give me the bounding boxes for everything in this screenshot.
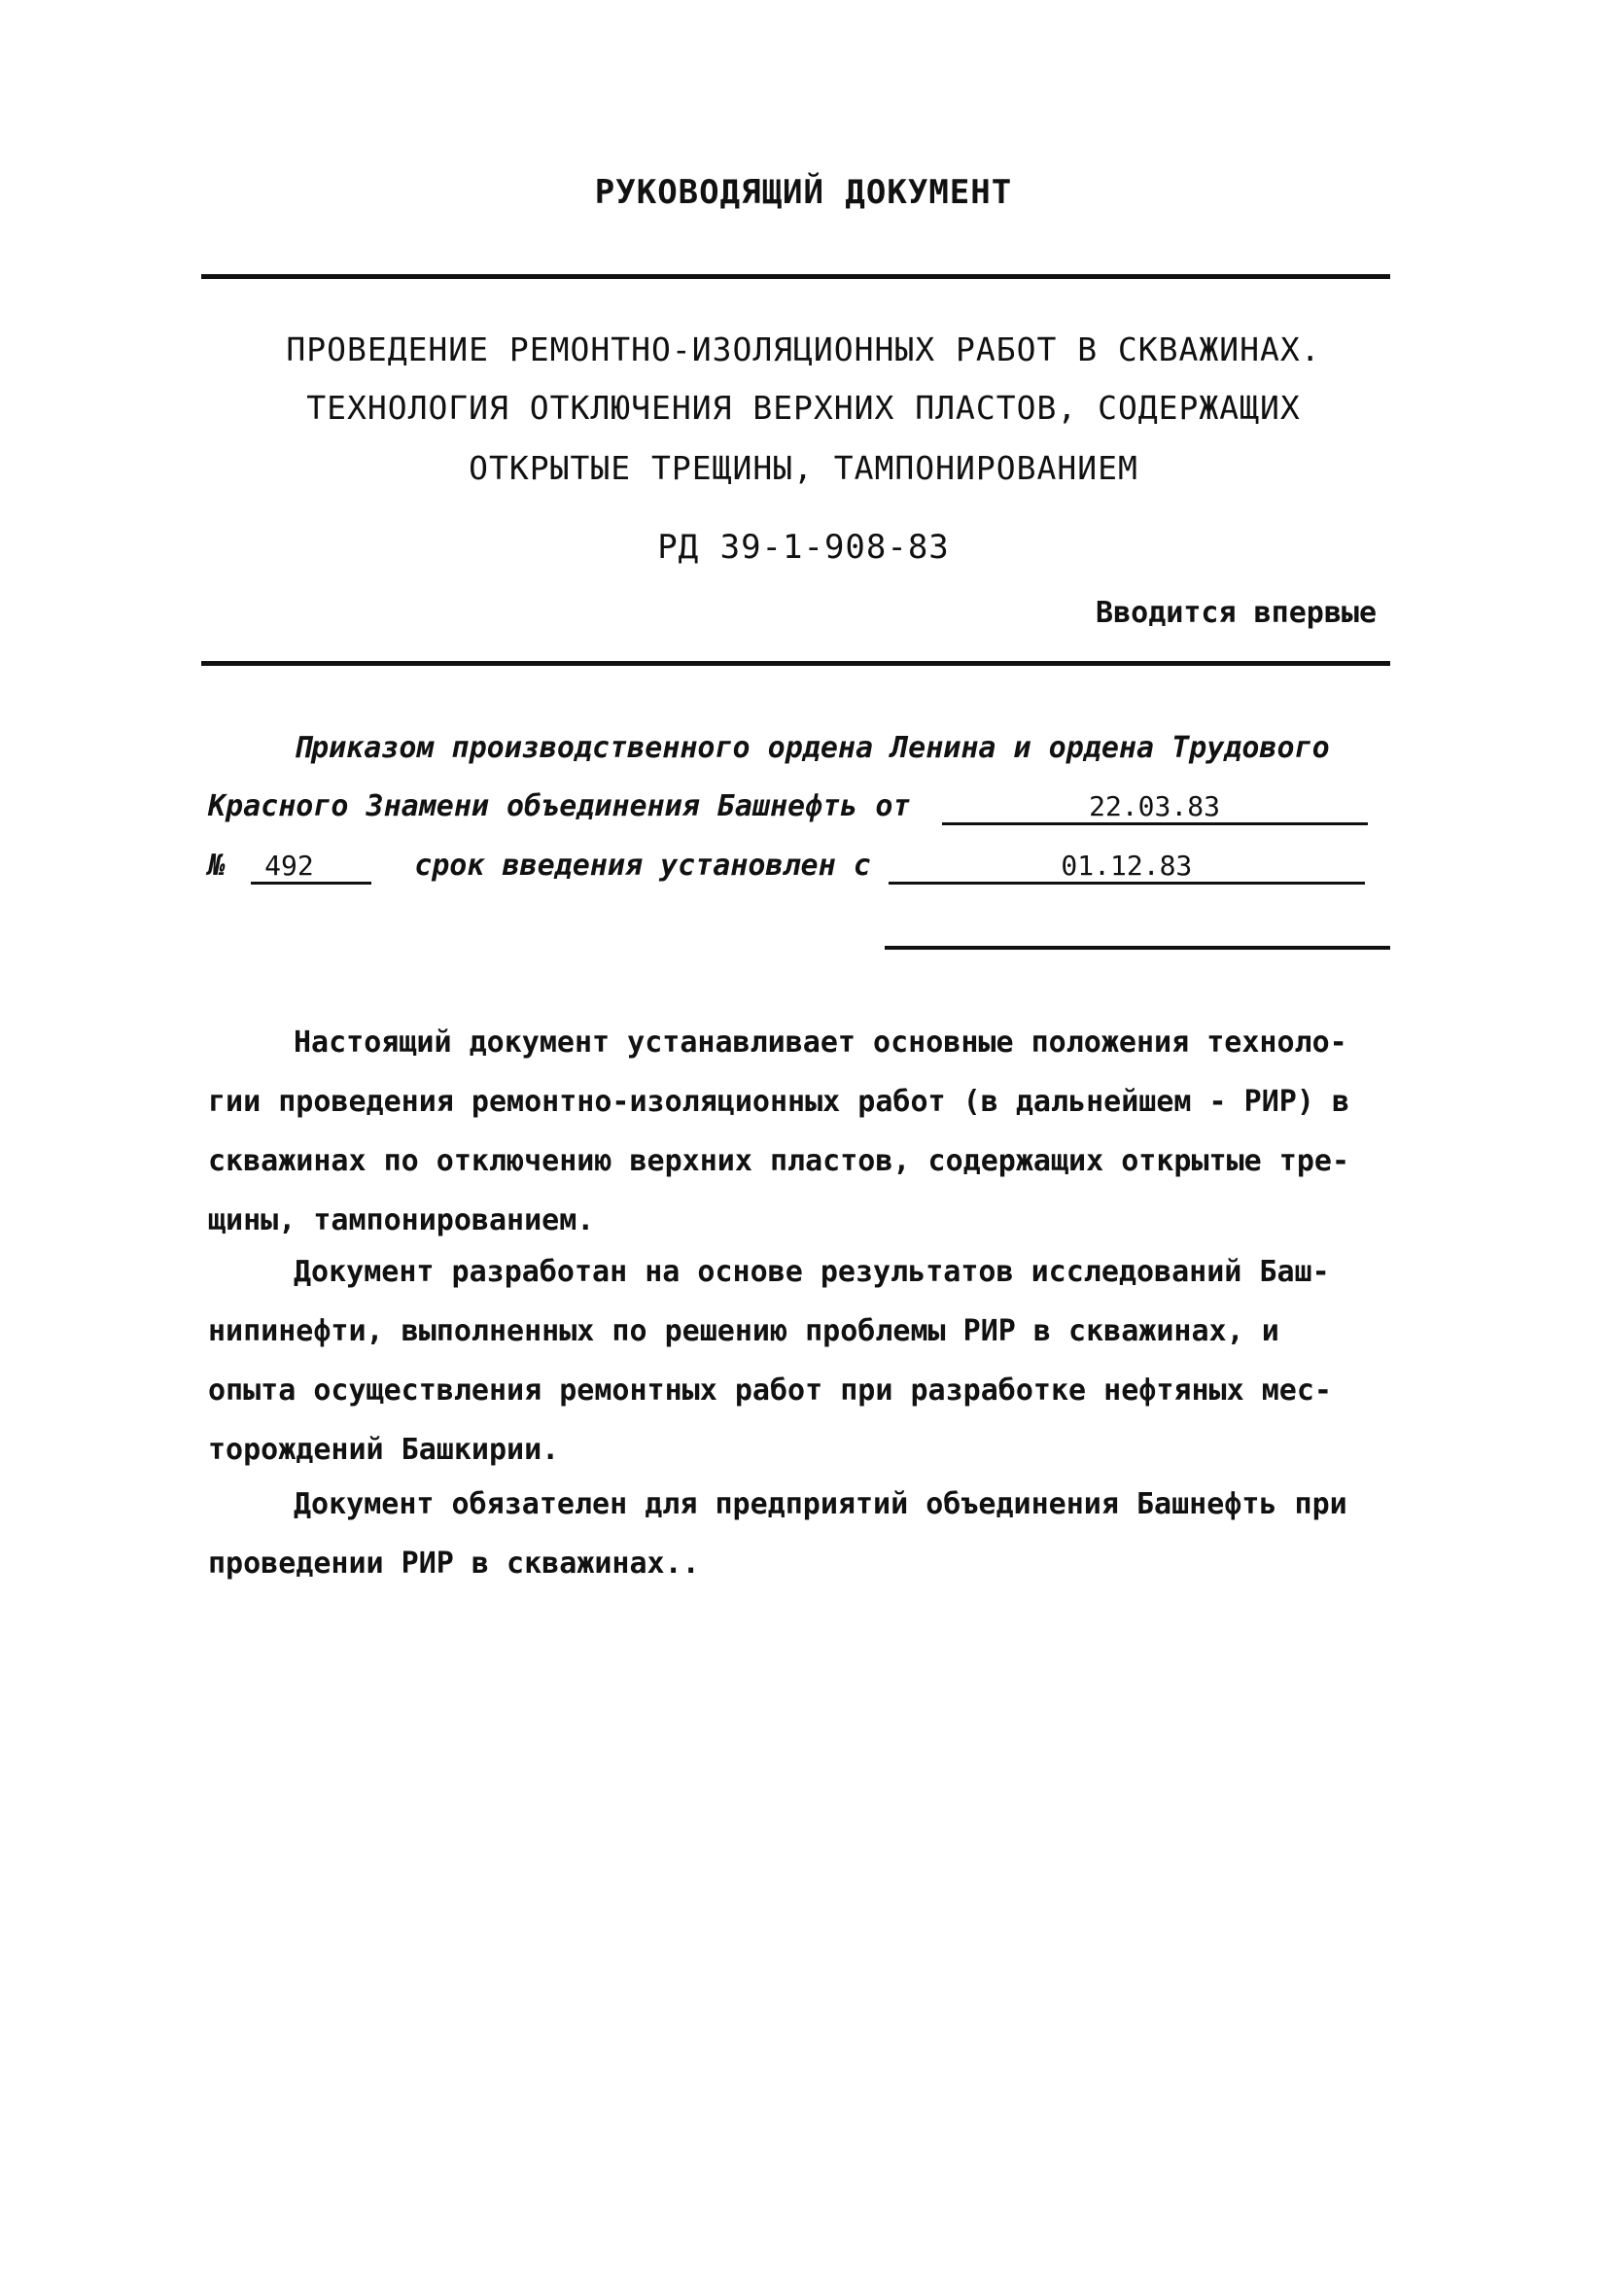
title-line-3: ОТКРЫТЫЕ ТРЕЩИНЫ, ТАМПОНИРОВАНИЕМ (469, 449, 1138, 487)
blank-signature-line (885, 946, 1390, 950)
order-date-field: 22.03.83 (942, 790, 1368, 825)
order-number-field: 492 (251, 850, 371, 885)
order-line-2-text: Красного Знамени объединения Башнефть от (208, 789, 911, 823)
paragraph-line: Настоящий документ устанавливает основные положения техноло- (294, 1026, 1347, 1060)
paragraph-2 (208, 1242, 1406, 1479)
paragraph-1 (208, 1013, 1406, 1250)
paragraph-line: опыта осуществления ремонтных работ при разработке нефтяных мес- (208, 1374, 1332, 1408)
paragraph-line: гии проведения ремонтно-изоляционных работ (в дальнейшем - РИР) в (208, 1085, 1349, 1119)
document-type-heading: РУКОВОДЯЩИЙ ДОКУМЕНТ (594, 173, 1013, 212)
middle-divider (201, 661, 1390, 666)
introduction-status: Вводится впервые (1096, 596, 1377, 630)
title-line-1: ПРОВЕДЕНИЕ РЕМОНТНО-ИЗОЛЯЦИОННЫХ РАБОТ В СКВАЖИНАХ. (286, 330, 1321, 368)
order-line-3 (208, 849, 1365, 885)
top-divider (201, 274, 1390, 279)
order-line-2 (208, 789, 1368, 825)
paragraph-line: щины, тампонированием. (208, 1203, 595, 1237)
number-sign: № (208, 849, 227, 883)
order-line-1: Приказом производственного ордена Ленина и ордена Трудового (294, 731, 1330, 765)
paragraph-line: скважинах по отключению верхних пластов, содержащих открытые тре- (208, 1144, 1349, 1178)
paragraph-line: торождений Башкирии. (208, 1433, 560, 1467)
paragraph-line: Документ разработан на основе результатов исследований Баш- (294, 1255, 1330, 1289)
effective-date-field: 01.12.83 (889, 850, 1365, 885)
paragraph-line: проведении РИР в скважинах.. (208, 1547, 700, 1581)
title-line-2: ТЕХНОЛОГИЯ ОТКЛЮЧЕНИЯ ВЕРХНИХ ПЛАСТОВ, СОДЕРЖАЩИХ (306, 389, 1301, 427)
document-code: РД 39-1-908-83 (657, 528, 950, 567)
order-line-3-text: срок введения установлен с (414, 849, 871, 883)
paragraph-line: Документ обязателен для предприятий объединения Башнефть при (294, 1487, 1347, 1521)
paragraph-3 (208, 1475, 1406, 1593)
paragraph-line: нипинефти, выполненных по решению проблемы РИР в скважинах, и (208, 1314, 1279, 1348)
